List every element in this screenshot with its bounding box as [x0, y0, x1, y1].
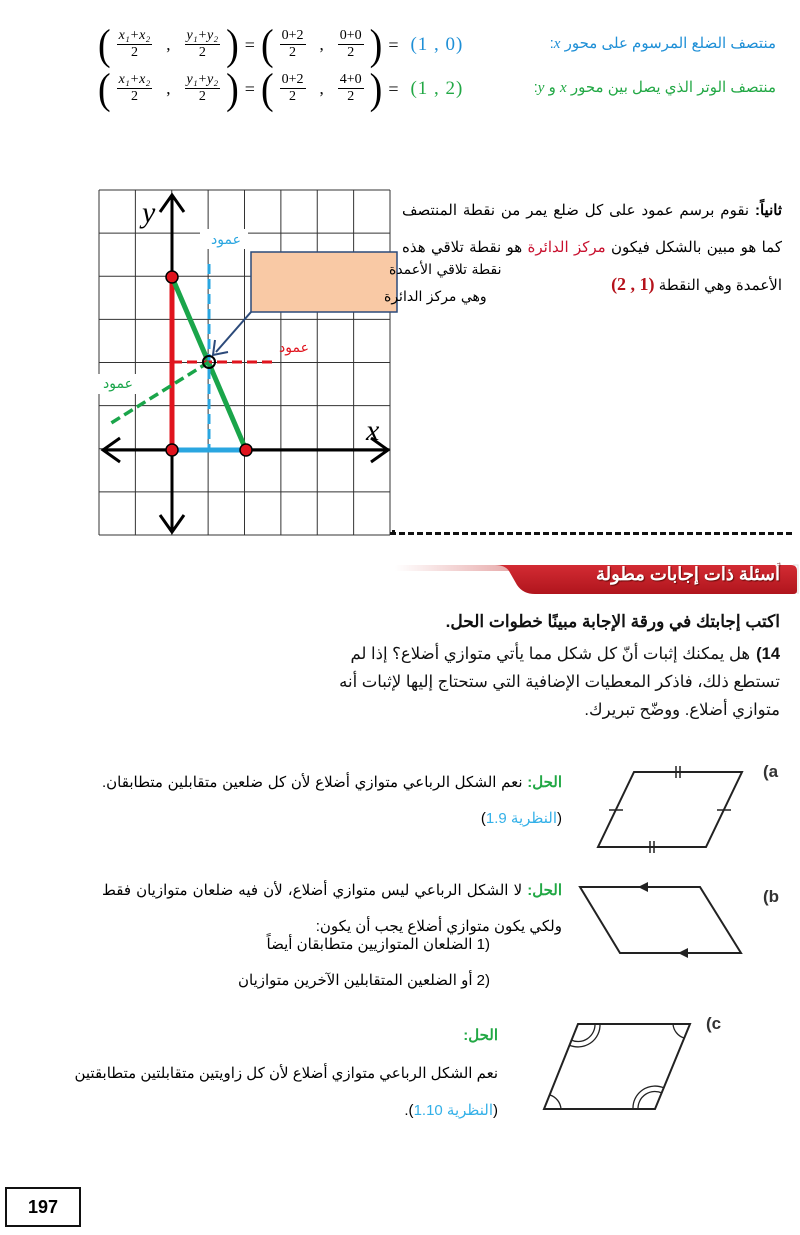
section-separator: [390, 532, 792, 535]
center-point-value: (2 , 1): [611, 274, 655, 294]
part-b-label: (b: [763, 887, 780, 906]
frac-num: y₁+y₂: [186, 28, 219, 44]
midpoint-formula-row-1: [0, 22, 800, 68]
frac-den: 2: [130, 45, 138, 60]
second-step-paragraph: [402, 192, 782, 304]
frac-num: 0+2: [281, 72, 304, 88]
frac-num: y₁+y₂: [186, 72, 219, 88]
frac-den: 2: [130, 89, 138, 104]
solution-lead: الحل:: [527, 774, 562, 791]
condition-text: أو الضلعين المتقابلين الآخرين متوازيان: [237, 972, 473, 989]
second-step-lead: ثانياً:: [754, 202, 782, 219]
part-a-solution: [102, 765, 562, 837]
condition-number: 2): [476, 972, 490, 989]
point-x-intercept: [240, 444, 252, 456]
formula-result-2: (1 , 2): [410, 78, 464, 99]
quadrilateral-b: [570, 880, 750, 960]
callout-arrow: [216, 312, 251, 352]
condition-1: [267, 935, 490, 953]
green-perpendicular-label: عمود: [103, 376, 133, 392]
condition-text: الضلعان المتوازيين متطابقان أيضاً: [266, 936, 473, 953]
callout-line-2: وهي مركز الدائرة: [384, 289, 487, 305]
second-step-text-2: هو نقطة تلاقي هذه الأعمدة وهي النقطة: [402, 239, 782, 294]
frac-num: 0+2: [281, 28, 304, 44]
formula-label-2: [534, 78, 776, 97]
condition-number: 1): [476, 936, 490, 953]
parallelogram-a: [590, 760, 755, 860]
parallelogram-c: [538, 1016, 698, 1116]
callout-box: [251, 252, 397, 312]
theorem-close: ).: [404, 1102, 414, 1119]
red-perpendicular-label: عمود: [279, 340, 309, 356]
label-var: x: [560, 80, 567, 96]
label-text: منتصف الضلع المرسوم على محور: [564, 35, 776, 52]
frac-num: 0+0: [339, 28, 362, 44]
condition-2: [238, 971, 490, 989]
midpoint-formula-row-2: [0, 66, 800, 112]
theorem-open: (: [493, 1102, 498, 1119]
solution-lead: الحل:: [463, 1027, 498, 1044]
label-var: x: [553, 36, 561, 52]
label-suffix: :: [549, 35, 554, 52]
part-c-label: (c: [706, 1014, 722, 1033]
frac-den: 2: [198, 45, 206, 60]
solution-text: نعم الشكل الرباعي متوازي أضلاع لأن كل زاويتين متقابلتين متطابقتين: [74, 1065, 498, 1082]
x-axis-label: x: [366, 414, 380, 447]
solution-end: ): [480, 810, 486, 827]
instructions: اكتب إجابتك في ورقة الإجابة مبينًا خطوات الحل.: [445, 612, 780, 631]
question-number: 14): [756, 645, 780, 663]
second-step-text-1: نقوم برسم عمود على كل ضلع يمر من نقطة المنتصف كما هو مبين بالشكل فيكون: [402, 202, 782, 256]
point-y-intercept: [166, 271, 178, 283]
frac-den: 2: [289, 45, 297, 60]
part-a-label: (a: [763, 762, 779, 781]
frac-num: 4+0: [339, 72, 362, 88]
label-suffix: :: [533, 79, 538, 96]
theorem-reference: النظرية 1.10: [413, 1102, 493, 1119]
midpoint-formula-1: ( $\frac{\text{x₁+x₂}}{2}$ , $\frac{\text{y₁+y₂}}{2}$ ) = ( $\frac{0+2}{2}$ , $\frac{0+0}{2}$ ) = (1 , 0): [98, 20, 464, 70]
frac-num: x₁+x₂: [118, 28, 151, 44]
circle-center-highlight: مركز الدائرة: [527, 239, 606, 256]
label-text: منتصف الوتر الذي يصل بين محور: [570, 79, 776, 96]
frac-den: 2: [347, 89, 355, 104]
solution-lead: الحل:: [527, 882, 562, 899]
formula-label-1: [550, 34, 776, 53]
point-origin: [166, 444, 178, 456]
theorem-reference: النظرية 1.9: [485, 810, 557, 827]
part-c-solution-lead: [298, 1018, 498, 1054]
frac-den: 2: [347, 45, 355, 60]
label-var2: y: [537, 80, 545, 96]
formula-result-1: (1 , 0): [410, 34, 464, 55]
part-c-solution: [28, 1056, 498, 1092]
question-14: [300, 640, 780, 724]
callout-line-1: نقطة تلاقي الأعمدة: [389, 262, 502, 278]
blue-perpendicular-label: عمود: [211, 232, 241, 248]
midpoint-formula-2: ( $\frac{\text{x₁+x₂}}{2}$ , $\frac{\text{y₁+y₂}}{2}$ ) = ( $\frac{0+2}{2}$ , $\frac{4+0}{2}$ ) = (1 , 2): [98, 64, 464, 114]
coordinate-graph: [96, 186, 502, 540]
solution-text: لا الشكل الرباعي ليس متوازي أضلاع، لأن فيه ضلعان متوازيان فقط ولكي يكون متوازي أضلاع يجب أن يكون:: [102, 882, 562, 935]
frac-den: 2: [198, 89, 206, 104]
part-c-theorem: [198, 1093, 498, 1129]
section-banner-title: أسئلة ذات إجابات مطولة: [596, 564, 780, 584]
label-and: و: [548, 79, 556, 96]
frac-den: 2: [289, 89, 297, 104]
solution-text: نعم الشكل الرباعي متوازي أضلاع لأن كل ضلعين متقابلين متطابقان. (: [102, 774, 562, 827]
question-text: هل يمكنك إثبات أنّ كل شكل مما يأتي متوازي أضلاع؟ إذا لم تستطع ذلك، فاذكر المعطيات الإضافية التي ستحتاج إليها لإثبات أنه متوازي أضلاع. ووضّح تبريرك.: [339, 645, 780, 719]
y-axis-label: y: [142, 196, 156, 229]
page-number: 197: [5, 1187, 81, 1227]
frac-num: x₁+x₂: [118, 72, 151, 88]
